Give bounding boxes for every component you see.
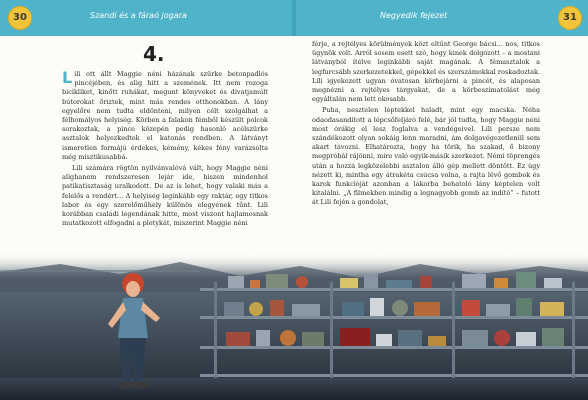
right-text-column [312, 40, 540, 208]
paragraph: férje, a rejtélyes körülmények közt eltűnt George bácsi... nos, titkos ügynök volt. Arról sosem esett szó, hogy kinek dolgozott – a mostani látványból ítélve leginkább saját magának. A fémasztalok a legfurcsább szerkezetekkel, gépekkel és szerszámokkal roskadoztak. Lili igyekezett ugyan óvatosan körbejárni a pincét, és alaposan megnézni a rejtélyes tárgyakat, de a körbeszimatolást még egyáltalán nem lett okosabb. [312, 40, 540, 104]
right-running-title: Negyedik fejezet [380, 11, 448, 20]
page-header [0, 0, 588, 36]
left-running-title: Szandi és a fáraó jogara [90, 11, 187, 20]
paragraph: Puha, nesztelen léptekkel haladt, mint egy macska. Néha odaodasandított a lépcsőfeljáró felé, bár jól tudta, hogy Maggie néni most órákig el lesz foglalva a vendégeivel. Lili persze nem szándékozott olyan sokáig lenn maradni, ám dolgavégezetlenül sem akart távozni. Elhatározta, hogy ha törik, ha szakad, ő bizony megpróbál rájönni, mire való egyik-másik szerkezet. Némi töprengés után a hozzá legközelebbi asztalon álló gép mellett döntött. Ez úgy nézett ki, mintha egy átrakéta csúcsa volna, a rajta lévő gombok és karok funkcióját azonban a lakorba behatoló lány képtelen volt kitalálni. „A filmekben mindig a legnagyobb gomb az indító” – futott át Lili fején a gondolat, [312, 106, 540, 207]
left-page-number: 30 [8, 6, 32, 30]
paragraph: Lili ott állt Maggie néni házának szürke betonpadlós pincéjében, és alig hitt a szemének. Itt nem rozoga bicikliket, kinőtt ruhákat, megunt könyveket és divatjamúlt bútorokat őriztek, mint más rendes otthonokban. A lány egyelőre nem tudta eldönteni, milyen célt szolgálhat a félhomályos helyiség. Körben a falakon fémből készült polcok sorakoztak, a pince közepén pedig hasonló acélszürke asztalok helyezkedtek el katonás rendben. A látványt ismeretlen formájú érdekes, kémény, kékes fény varázsolta még misztikusabbá. [62, 68, 268, 161]
drop-cap: L [62, 68, 73, 87]
right-page-number: 31 [558, 6, 582, 30]
basement-illustration [0, 252, 588, 400]
chapter-title: 4. [143, 42, 165, 66]
spine-fold [292, 0, 296, 36]
left-text-column [62, 70, 268, 228]
paragraph: Lili számára rögtön nyilvánvalóvá vált, hogy Maggie néni alighanem rendszeresen lejár ide, hiszen mindenhol patikatisztaság uralkodott. De az is lehet, hogy valaki más a felelős a rendért... A helyiség leginkább egy raktár, egy titkos labor és egy szerelőműhely különös elegyének tűnt. Lili korábban családi legendának hitte, most viszont hajlamosnak mutatkozott elfogadni a pletykát, miszerint Maggie néni [62, 164, 268, 228]
